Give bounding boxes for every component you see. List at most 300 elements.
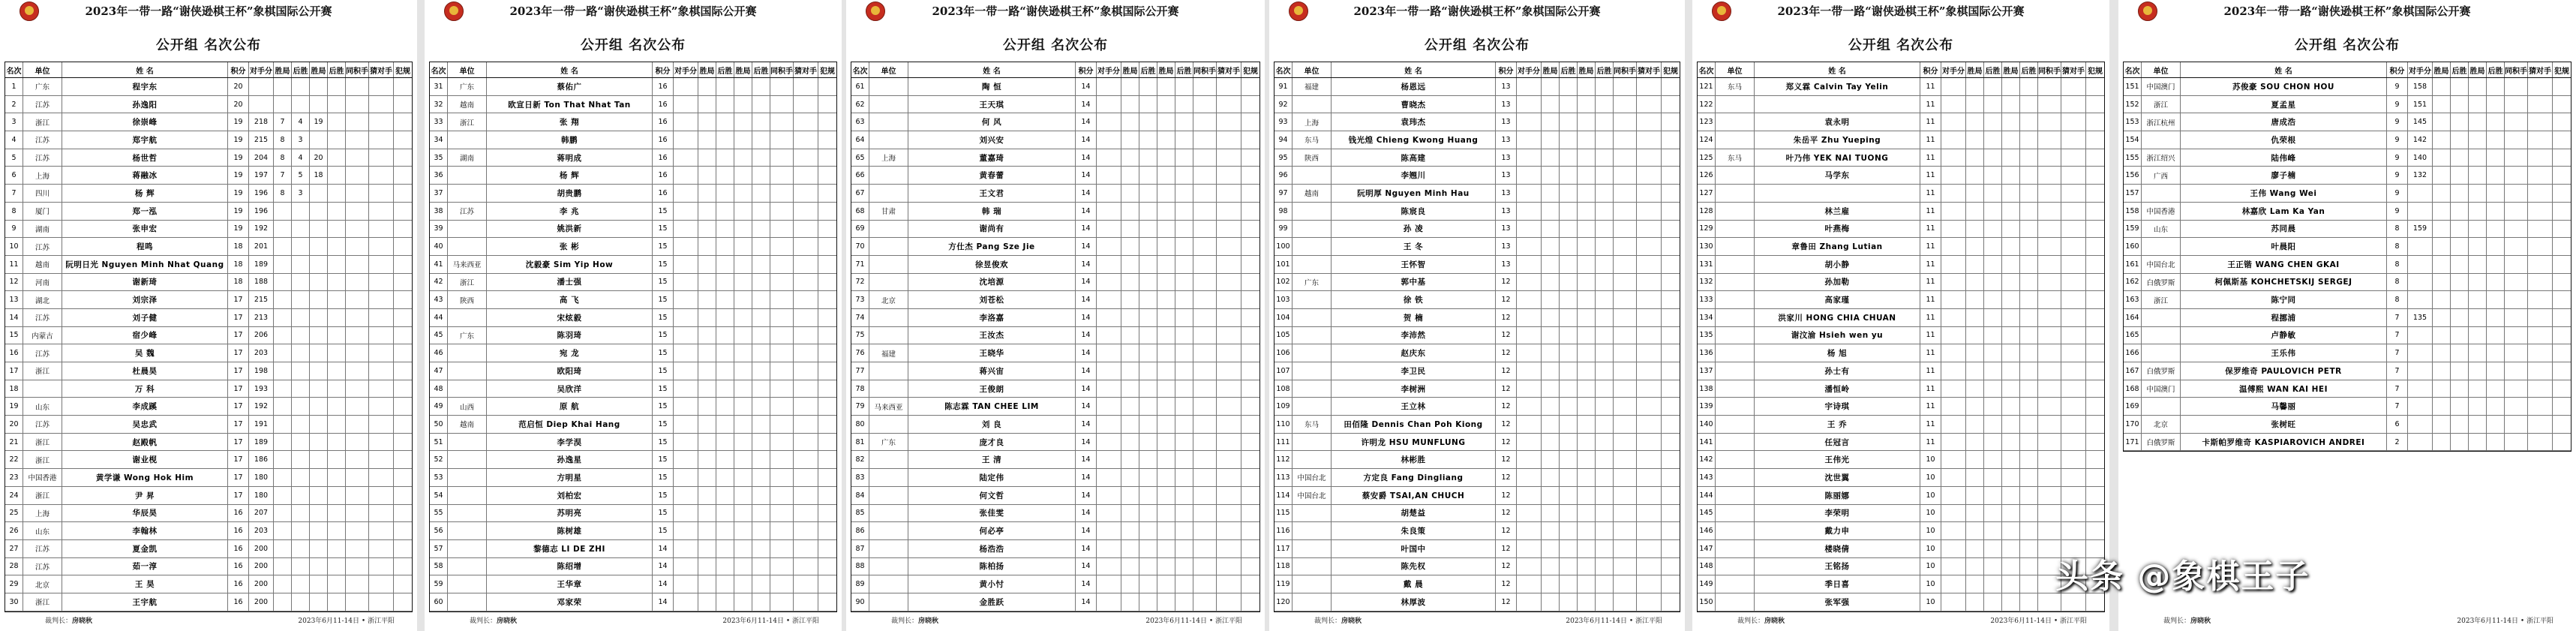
- cell-rank: 99: [1274, 221, 1293, 238]
- cell-s1: [1966, 256, 1984, 273]
- footer: [45, 615, 395, 625]
- cell-rank: 103: [1274, 291, 1293, 308]
- cell-t2: [369, 113, 394, 131]
- cell-pts: 10: [1920, 505, 1941, 522]
- cell-s1: [698, 256, 716, 273]
- cell-t2: [2061, 131, 2086, 149]
- cell-s2: [2002, 522, 2020, 539]
- cell-b1: [292, 451, 310, 468]
- cell-opp: [249, 78, 274, 95]
- table-row: [851, 238, 1259, 256]
- cell-opp: [1097, 434, 1121, 451]
- cell-b2: [1175, 221, 1193, 238]
- cell-unit: 四川: [23, 185, 62, 202]
- cell-s1: [1121, 398, 1139, 415]
- cell-s2: [1578, 344, 1596, 362]
- cell-b2: [328, 540, 346, 557]
- cell-t1: [346, 593, 369, 611]
- cell-opp: [1097, 256, 1121, 273]
- cell-opp: [1517, 362, 1542, 380]
- cell-unit: 浙江绍兴: [2142, 149, 2181, 167]
- cell-s1: [1542, 434, 1560, 451]
- cell-pts: 15: [653, 416, 674, 433]
- cell-pts: 2: [2387, 434, 2408, 451]
- event-date: 2023年6月11-14日 • 浙江平阳: [722, 617, 819, 625]
- cell-b1: [292, 575, 310, 593]
- cell-t1: [2038, 203, 2061, 220]
- ranking-subtitle: 公开组 名次公布: [580, 38, 686, 53]
- cell-opp: [1097, 344, 1121, 362]
- cell-s1: [1542, 274, 1560, 291]
- cell-t2: [794, 398, 818, 415]
- cell-b1: [292, 380, 310, 398]
- cell-t2: [2061, 380, 2086, 398]
- cell-pts: 14: [1076, 575, 1097, 593]
- cell-pts: 12: [1496, 434, 1517, 451]
- header-cell: 单位: [1293, 62, 1332, 77]
- cell-b2: [752, 487, 770, 504]
- cell-b2: [328, 131, 346, 149]
- cell-opp: 159: [2408, 221, 2433, 238]
- cell-pts: 16: [653, 185, 674, 202]
- cell-t2: [2061, 522, 2086, 539]
- cell-pts: 12: [1496, 344, 1517, 362]
- cell-rank: 126: [1698, 167, 1716, 184]
- cell-unit: [869, 522, 908, 539]
- cell-name: 王华章: [487, 575, 653, 593]
- cell-opp: [674, 113, 698, 131]
- cell-b2: [1596, 221, 1614, 238]
- cell-t1: [770, 362, 794, 380]
- table-row: [1274, 593, 1680, 611]
- footer: [1737, 615, 2087, 625]
- cell-pts: 14: [653, 558, 674, 575]
- cell-pts: 17: [228, 416, 249, 433]
- cell-b2: [1175, 451, 1193, 468]
- cell-pts: 11: [1920, 131, 1941, 149]
- cell-b1: [716, 575, 734, 593]
- cell-t1: [1193, 78, 1217, 95]
- cell-s2: [2469, 203, 2487, 220]
- cell-rank: 64: [851, 131, 869, 149]
- cell-foul: [394, 274, 412, 291]
- cell-pts: 14: [653, 593, 674, 611]
- cell-t1: [1614, 221, 1637, 238]
- header-cell: 胜局: [734, 62, 752, 77]
- cell-opp: [2408, 398, 2433, 415]
- cell-rank: 152: [2124, 96, 2142, 113]
- cell-rank: 134: [1698, 309, 1716, 326]
- cell-unit: [1716, 309, 1755, 326]
- cell-t2: [2528, 291, 2553, 308]
- cell-name: 潘恒岭: [1755, 380, 1920, 398]
- cell-foul: [394, 167, 412, 184]
- cell-t2: [369, 78, 394, 95]
- cell-pts: 16: [653, 167, 674, 184]
- cell-s1: [274, 344, 292, 362]
- cell-t2: [369, 469, 394, 486]
- cell-pts: 17: [228, 362, 249, 380]
- cell-s1: [1542, 221, 1560, 238]
- cell-name: 马馨丽: [2181, 398, 2387, 415]
- cell-t1: [346, 451, 369, 468]
- cell-b1: [716, 238, 734, 255]
- cell-unit: 北京: [869, 291, 908, 308]
- cell-t2: [2061, 469, 2086, 486]
- header-cell: 胜局: [2469, 62, 2487, 77]
- cell-unit: 江苏: [448, 203, 487, 220]
- cell-b2: [328, 398, 346, 415]
- cell-opp: [1941, 434, 1966, 451]
- cell-foul: [1241, 185, 1259, 202]
- cell-b2: [2020, 78, 2038, 95]
- referee-name: 房晓秋: [497, 617, 518, 625]
- cell-s1: [274, 78, 292, 95]
- cell-s1: [1542, 327, 1560, 344]
- cell-rank: 35: [430, 149, 448, 167]
- cell-t2: [1637, 451, 1662, 468]
- cell-b1: [1560, 522, 1578, 539]
- cell-rank: 20: [5, 416, 23, 433]
- cell-s1: [1966, 327, 1984, 344]
- table-row: [430, 274, 836, 292]
- table-row: [851, 380, 1259, 398]
- cell-opp: [1941, 540, 1966, 557]
- table-row: [851, 416, 1259, 434]
- table-row: [1274, 131, 1680, 149]
- cell-rank: 159: [2124, 221, 2142, 238]
- table-row: [1274, 451, 1680, 469]
- cell-rank: 19: [5, 398, 23, 415]
- cell-b2: [1175, 309, 1193, 326]
- cell-s1: [274, 575, 292, 593]
- cell-pts: 15: [653, 398, 674, 415]
- cell-t1: [770, 327, 794, 344]
- cell-opp: [674, 149, 698, 167]
- cell-pts: 12: [1496, 327, 1517, 344]
- cell-s2: [2002, 487, 2020, 504]
- cell-t2: [1217, 113, 1241, 131]
- cell-foul: [2553, 309, 2571, 326]
- cell-opp: [1097, 505, 1121, 522]
- cell-rank: 15: [5, 327, 23, 344]
- table-row: [430, 362, 836, 380]
- cell-s1: [698, 451, 716, 468]
- cell-s2: [734, 398, 752, 415]
- cell-t2: [794, 96, 818, 113]
- cell-foul: [394, 113, 412, 131]
- cell-pts: 11: [1920, 203, 1941, 220]
- cell-foul: [2553, 291, 2571, 308]
- cell-t2: [2528, 238, 2553, 255]
- cell-t1: [346, 362, 369, 380]
- cell-t1: [1193, 221, 1217, 238]
- cell-b1: [1560, 451, 1578, 468]
- cell-t1: [2038, 327, 2061, 344]
- cell-b1: [1984, 131, 2002, 149]
- event-date: 2023年6月11-14日 • 浙江平阳: [1566, 617, 1662, 625]
- cell-unit: 中国香港: [2142, 203, 2181, 220]
- cell-b1: [1560, 238, 1578, 255]
- cell-b1: [1984, 380, 2002, 398]
- cell-s2: [310, 362, 328, 380]
- header-cell: 同积手: [346, 62, 369, 77]
- cell-foul: [1241, 505, 1259, 522]
- cell-s1: [1121, 78, 1139, 95]
- cell-name: 章鲁田 Zhang Lutian: [1755, 238, 1920, 255]
- table-row: [851, 451, 1259, 469]
- ranking-table: [5, 62, 413, 612]
- cell-t2: [1637, 78, 1662, 95]
- cell-pts: 14: [1076, 274, 1097, 291]
- table-row: [5, 416, 412, 434]
- cell-t2: [2061, 167, 2086, 184]
- table-row: [1274, 558, 1680, 576]
- cell-b1: [1984, 575, 2002, 593]
- cell-rank: 76: [851, 344, 869, 362]
- cell-opp: [1941, 575, 1966, 593]
- cell-unit: 福建: [1293, 78, 1332, 95]
- cell-unit: 中国香港: [23, 469, 62, 486]
- cell-s2: [734, 78, 752, 95]
- cell-t2: [1637, 522, 1662, 539]
- cell-unit: [448, 558, 487, 575]
- cell-pts: 17: [228, 291, 249, 308]
- cell-pts: 14: [1076, 522, 1097, 539]
- cell-s2: [2469, 78, 2487, 95]
- cell-opp: 193: [249, 380, 274, 398]
- cell-opp: [1097, 398, 1121, 415]
- table-row: [5, 344, 412, 362]
- cell-t1: [770, 380, 794, 398]
- cell-pts: 14: [1076, 398, 1097, 415]
- cell-t2: [794, 238, 818, 255]
- cell-pts: 16: [228, 558, 249, 575]
- cell-t1: [2505, 113, 2528, 131]
- cell-b1: [292, 416, 310, 433]
- cell-unit: 上海: [23, 505, 62, 522]
- cell-s1: [2433, 327, 2451, 344]
- cell-b2: [2020, 238, 2038, 255]
- cell-rank: 157: [2124, 185, 2142, 202]
- cell-b1: 5: [292, 167, 310, 184]
- cell-opp: [2408, 185, 2433, 202]
- cell-b2: [2487, 398, 2505, 415]
- table-row: [2124, 416, 2571, 434]
- cell-t1: [770, 505, 794, 522]
- cell-s1: [698, 113, 716, 131]
- cell-b2: [1596, 327, 1614, 344]
- cell-foul: [2553, 380, 2571, 398]
- cell-foul: [394, 327, 412, 344]
- cell-name: 陈宁同: [2181, 291, 2387, 308]
- cell-unit: [1293, 344, 1332, 362]
- cell-opp: [674, 575, 698, 593]
- cell-b2: [1596, 398, 1614, 415]
- cell-pts: 17: [228, 344, 249, 362]
- cell-name: 陆定伟: [908, 469, 1076, 486]
- cell-t1: [2038, 149, 2061, 167]
- cell-t1: [346, 131, 369, 149]
- header-cell: 姓 名: [908, 62, 1076, 77]
- cell-s1: [2433, 149, 2451, 167]
- cell-pts: 15: [653, 274, 674, 291]
- cell-s2: [2002, 309, 2020, 326]
- cell-pts: 7: [2387, 327, 2408, 344]
- cell-pts: 14: [1076, 593, 1097, 611]
- cell-name: 卡斯帕罗维奇 KASPIAROVICH ANDREI: [2181, 434, 2387, 451]
- cell-s2: [310, 221, 328, 238]
- cell-name: 沈毅豪 Sim Yip How: [487, 256, 653, 273]
- cell-name: 苏同晨: [2181, 221, 2387, 238]
- header-cell: 积分: [1496, 62, 1517, 77]
- cell-foul: [1241, 291, 1259, 308]
- cell-name: 王俊朗: [908, 380, 1076, 398]
- cell-unit: [448, 221, 487, 238]
- cell-b2: [2020, 558, 2038, 575]
- cell-opp: [1517, 96, 1542, 113]
- cell-pts: 11: [1920, 78, 1941, 95]
- table-row: [5, 593, 412, 611]
- cell-s2: [2002, 221, 2020, 238]
- cell-pts: 10: [1920, 593, 1941, 611]
- cell-s1: [2433, 256, 2451, 273]
- cell-name: 王乐伟: [2181, 344, 2387, 362]
- cell-foul: [818, 380, 836, 398]
- cell-b2: [2487, 131, 2505, 149]
- cell-opp: [2408, 203, 2433, 220]
- cell-unit: 广东: [448, 327, 487, 344]
- cell-name: 张 彬: [487, 238, 653, 255]
- cell-s1: [1121, 96, 1139, 113]
- table-row: [1698, 221, 2104, 239]
- cell-s2: [1157, 291, 1175, 308]
- cell-opp: 201: [249, 238, 274, 255]
- cell-t1: [1614, 185, 1637, 202]
- cell-t2: [2061, 96, 2086, 113]
- cell-opp: [1097, 274, 1121, 291]
- cell-pts: 14: [653, 540, 674, 557]
- cell-name: 姚洪新: [487, 221, 653, 238]
- cell-b1: [1984, 593, 2002, 611]
- cell-s1: [2433, 380, 2451, 398]
- table-row: [5, 309, 412, 327]
- header-cell: 对手分: [2408, 62, 2433, 77]
- cell-b1: [2451, 416, 2469, 433]
- cell-t1: [1614, 540, 1637, 557]
- cell-s2: [2469, 185, 2487, 202]
- cell-unit: [448, 487, 487, 504]
- event-date: 2023年6月11-14日 • 浙江平阳: [1990, 617, 2087, 625]
- cell-rank: 56: [430, 522, 448, 539]
- table-row: [851, 167, 1259, 185]
- table-row: [430, 469, 836, 487]
- cell-foul: [2086, 344, 2104, 362]
- cell-t2: [369, 451, 394, 468]
- cell-opp: [1097, 309, 1121, 326]
- cell-s2: [734, 487, 752, 504]
- cell-foul: [818, 291, 836, 308]
- cell-name: 赵殿帆: [62, 434, 228, 451]
- cell-t1: [770, 274, 794, 291]
- cell-s2: [1578, 416, 1596, 433]
- cell-rank: 71: [851, 256, 869, 273]
- cell-foul: [1241, 416, 1259, 433]
- referee-label: 裁判长：: [45, 617, 73, 625]
- cell-name: 陈绍增: [487, 558, 653, 575]
- cell-t1: [346, 344, 369, 362]
- cell-name: 王伟 Wang Wei: [2181, 185, 2387, 202]
- cell-b1: [1139, 327, 1157, 344]
- cell-opp: [674, 96, 698, 113]
- cell-opp: 189: [249, 256, 274, 273]
- cell-foul: [2086, 185, 2104, 202]
- cell-pts: 19: [228, 185, 249, 202]
- cell-b2: [328, 167, 346, 184]
- cell-s2: 18: [310, 167, 328, 184]
- cell-s2: [1157, 380, 1175, 398]
- table-row: [430, 327, 836, 345]
- cell-s1: 8: [274, 131, 292, 149]
- cell-rank: 154: [2124, 131, 2142, 149]
- cell-t1: [1614, 167, 1637, 184]
- cell-t1: [2505, 434, 2528, 451]
- table-row: [1698, 575, 2104, 593]
- cell-name: 黎德志 LI DE ZHI: [487, 540, 653, 557]
- cell-t1: [346, 96, 369, 113]
- cell-t2: [2528, 416, 2553, 433]
- cell-name: 林彬胜: [1332, 451, 1496, 468]
- cell-name: 杨 辉: [62, 185, 228, 202]
- cell-s2: [1578, 505, 1596, 522]
- cell-s1: [1542, 149, 1560, 167]
- cell-foul: [1662, 203, 1680, 220]
- cell-pts: 7: [2387, 362, 2408, 380]
- cell-opp: [2408, 327, 2433, 344]
- cell-rank: 87: [851, 540, 869, 557]
- cell-foul: [1241, 344, 1259, 362]
- watermark: 头条 @象棋王子: [2055, 557, 2310, 596]
- table-row: [430, 291, 836, 309]
- cell-rank: 95: [1274, 149, 1293, 167]
- cell-unit: 中国台北: [1293, 469, 1332, 486]
- cell-unit: 浙江: [23, 451, 62, 468]
- cell-b2: [1596, 113, 1614, 131]
- cell-rank: 40: [430, 238, 448, 255]
- cell-rank: 6: [5, 167, 23, 184]
- cell-name: 林兰雇: [1755, 203, 1920, 220]
- cell-s2: [1157, 593, 1175, 611]
- cell-name: 李荣明: [1755, 505, 1920, 522]
- cell-foul: [1241, 78, 1259, 95]
- cell-s2: [734, 575, 752, 593]
- cell-name: 柯佩斯基 KOHCHETSKIJ SERGEJ: [2181, 274, 2387, 291]
- cell-s2: [1578, 362, 1596, 380]
- cell-b1: 4: [292, 113, 310, 131]
- footer: [891, 615, 1242, 625]
- table-row: [851, 575, 1259, 593]
- table-row: [1698, 362, 2104, 380]
- cell-b1: [1984, 398, 2002, 415]
- cell-t2: [1637, 203, 1662, 220]
- table-header: [1698, 62, 2104, 78]
- cell-t1: [1193, 291, 1217, 308]
- cell-t1: [346, 522, 369, 539]
- header-cell: 对手分: [1097, 62, 1121, 77]
- cell-s2: [1578, 380, 1596, 398]
- cell-opp: [674, 256, 698, 273]
- cell-name: 何必亭: [908, 522, 1076, 539]
